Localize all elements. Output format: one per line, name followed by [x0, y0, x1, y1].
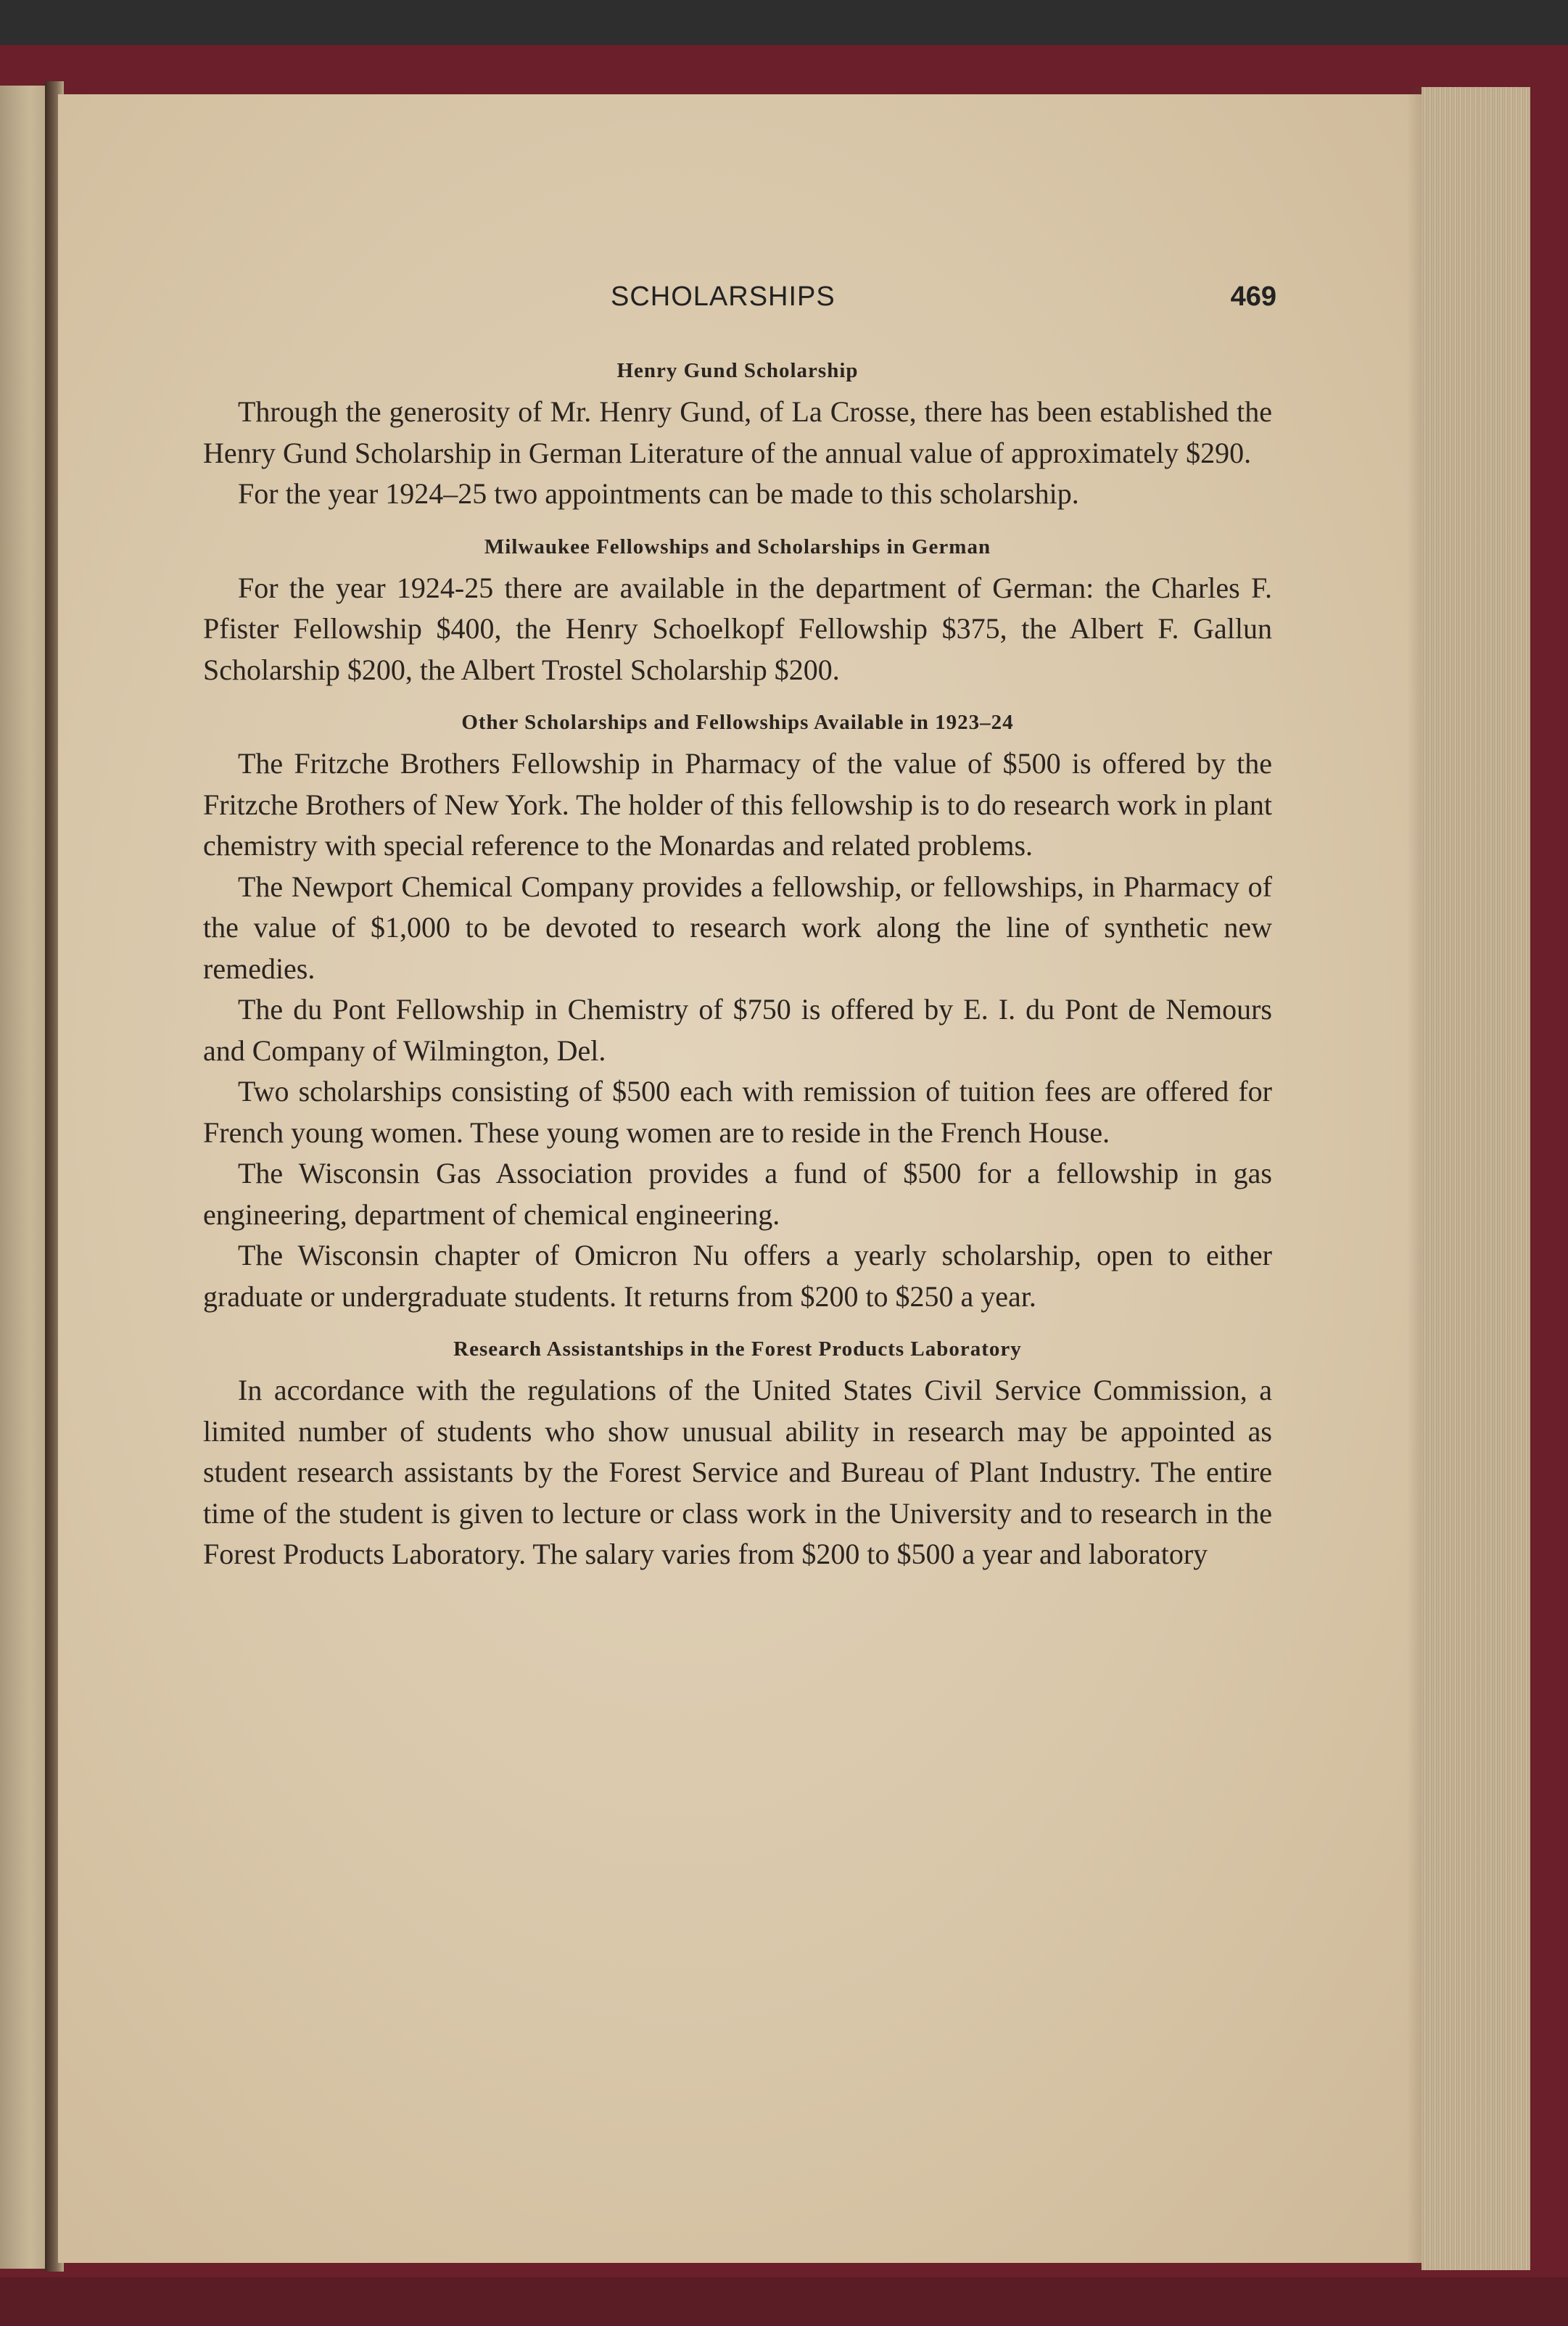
section-heading-milwaukee: Milwaukee Fellowships and Scholarships in German	[484, 535, 991, 558]
paragraph: The Wisconsin chapter of Omicron Nu offers a yearly scholarship, open to either graduate or undergraduate students. It returns from $200 to $250 a year.	[203, 1239, 1272, 1313]
paragraph: In accordance with the regulations of the United States Civil Service Commission, a limited number of students who show unusual ability in research may be appointed as student research assistants by the Forest Service and Bureau of Plant Industry. The entire time of the student is given to lecture or class work in the University and to research in the Forest Products Laboratory. The salary varies from $200 to $500 a year and laboratory	[203, 1374, 1272, 1570]
paragraph: Two scholarships consisting of $500 each with remission of tuition fees are offered for French young women. These young women are to reside in the French House.	[203, 1075, 1272, 1149]
book-cover-bottom	[0, 2277, 1568, 2326]
section-heading-research-assistantships: Research Assistantships in the Forest Products Laboratory	[453, 1337, 1022, 1361]
paragraph: The du Pont Fellowship in Chemistry of $750 is offered by E. I. du Pont de Nemours and Company of Wilmington, Del.	[203, 993, 1272, 1067]
page-number: 469	[1230, 281, 1276, 312]
running-header	[203, 281, 1276, 325]
paragraph: Through the generosity of Mr. Henry Gund, of La Crosse, there has been established the Henry Gund Scholarship in German Literature of the annual value of approximately $290.	[203, 395, 1272, 469]
left-page-edge	[0, 86, 51, 2269]
paragraph: The Fritzche Brothers Fellowship in Pharmacy of the value of $500 is offered by the Fritzche Brothers of New York. The holder of this fellowship is to do research work in plant chemistry with special reference to the Monardas and related problems.	[203, 747, 1272, 862]
section-heading-other-scholarships: Other Scholarships and Fellowships Available in 1923–24	[461, 711, 1014, 734]
page-body	[203, 359, 1272, 1575]
paragraph: For the year 1924–25 two appointments can be made to this scholarship.	[238, 477, 1079, 510]
paragraph: The Newport Chemical Company provides a fellowship, or fellowships, in Pharmacy of the value of $1,000 to be devoted to research work along the line of synthetic new remedies.	[203, 870, 1272, 985]
page-stack-edges	[1421, 87, 1530, 2270]
running-title: SCHOLARSHIPS	[611, 281, 835, 312]
paragraph: For the year 1924-25 there are available in the department of German: the Charles F. Pfister Fellowship $400, the Henry Schoelkopf Fellowship $375, the Albert F. Gallun Scholarship $200, the Albert Trostel Scholarship $200.	[203, 571, 1272, 686]
paragraph: The Wisconsin Gas Association provides a fund of $500 for a fellowship in gas engineering, department of chemical engineering.	[203, 1157, 1272, 1231]
section-heading-henry-gund: Henry Gund Scholarship	[616, 359, 859, 382]
